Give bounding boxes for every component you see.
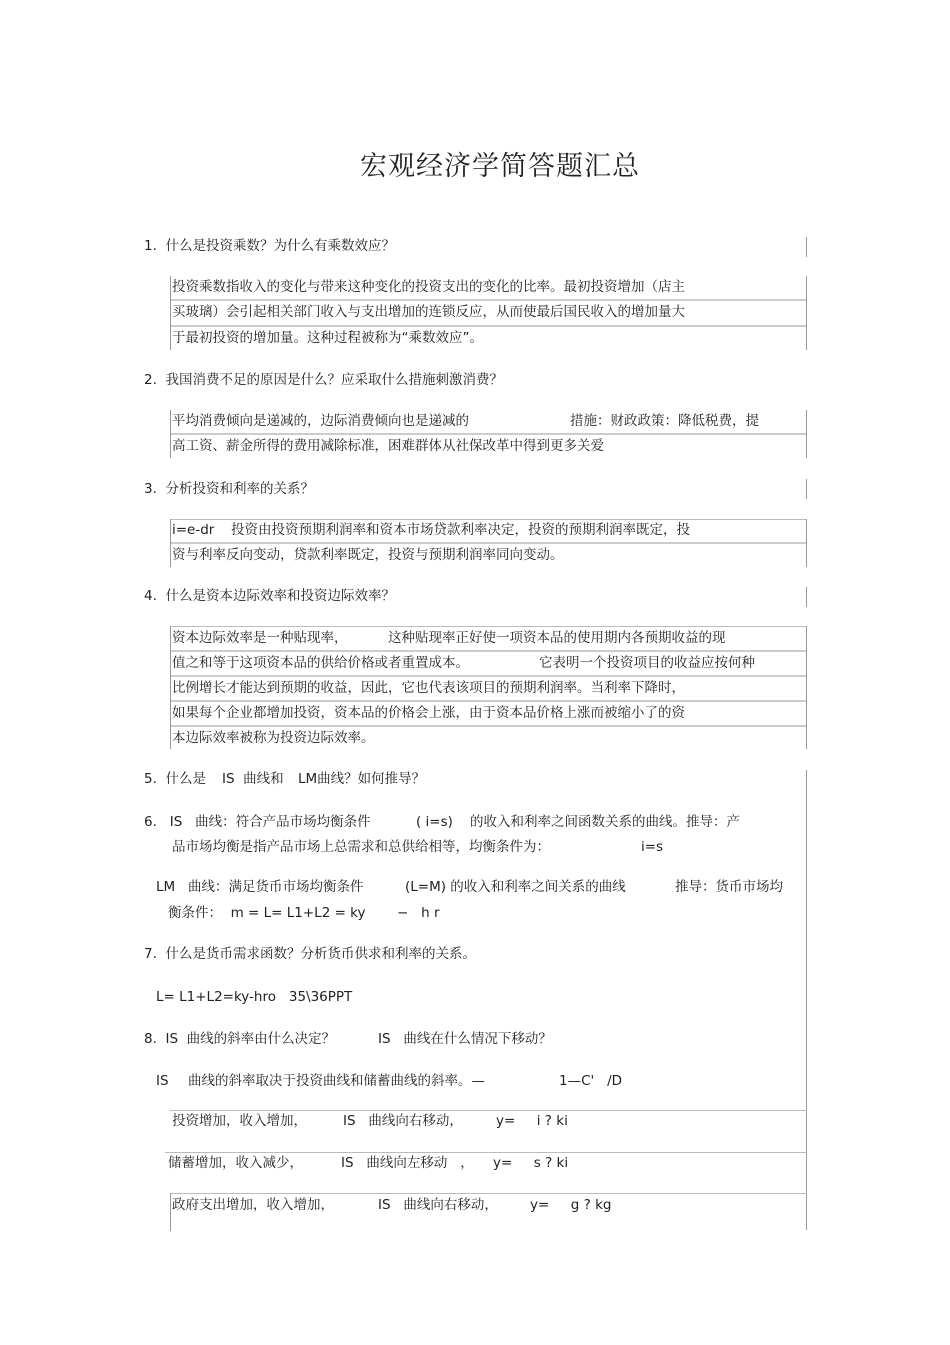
answer-8-move-2b: IS 曲线向左移动 ， <box>341 1155 474 1171</box>
row-divider <box>170 675 807 677</box>
row-divider <box>170 700 807 702</box>
border-line <box>806 276 807 350</box>
question-6-line-1a: 6. IS 曲线：符合产品市场均衡条件 <box>144 814 371 830</box>
answer-8-move-1a: 投资增加，收入增加， <box>172 1113 307 1129</box>
row-divider <box>165 1152 807 1153</box>
answer-8-move-3a: 政府支出增加，收入增加， <box>172 1197 334 1213</box>
answer-8-move-2c: y= s ? ki <box>493 1155 569 1171</box>
answer-2-line-2: 高工资、薪金所得的费用减除标准，困难群体从社保改革中得到更多关爱 <box>172 438 604 454</box>
answer-8-slope-a: IS <box>156 1073 169 1089</box>
border-line <box>806 237 807 257</box>
row-divider <box>170 433 807 435</box>
answer-8-move-2a: 储蓄增加，收入减少， <box>168 1155 303 1171</box>
answer-4-line-5: 本边际效率被称为投资边际效率。 <box>172 730 375 746</box>
question-8b: IS 曲线在什么情况下移动？ <box>378 1031 552 1047</box>
border-line <box>170 410 171 458</box>
border-line <box>170 276 171 350</box>
answer-4-line-1b: 这种贴现率正好使一项资本品的使用期内各预期收益的现 <box>388 630 726 646</box>
question-6-line-4a: 衡条件： m = L= L1+L2 = ky <box>168 905 366 921</box>
border-line <box>806 410 807 458</box>
border-line <box>806 519 807 567</box>
page-title: 宏观经济学简答题汇总 <box>360 151 640 182</box>
question-7: 7. 什么是货币需求函数？分析货币供求和利率的关系。 <box>144 946 476 962</box>
question-6-line-2a: 品市场均衡是指产品市场上总需求和总供给相等，均衡条件为： <box>172 839 550 855</box>
answer-8-move-3b: IS 曲线向右移动， <box>378 1197 498 1213</box>
row-divider <box>170 325 807 327</box>
question-6-line-3c: 推导：货币市场均 <box>675 879 783 895</box>
answer-8-move-3c: y= g ? kg <box>530 1197 612 1213</box>
row-divider <box>170 1193 807 1194</box>
answer-3-line-2: 资与利率反向变动，贷款利率既定，投资与预期利润率同向变动。 <box>172 547 564 563</box>
question-5a: 5. 什么是 <box>144 771 206 787</box>
question-5b: IS 曲线和 <box>222 771 284 787</box>
row-divider <box>170 626 807 627</box>
question-8a: 8. IS 曲线的斜率由什么决定？ <box>144 1031 336 1047</box>
answer-4-line-2a: 值之和等于这项资本品的供给价格或者重置成本。 <box>172 655 469 671</box>
question-6-line-3a: LM 曲线：满足货币市场均衡条件 <box>156 879 364 895</box>
answer-1-line-3: 于最初投资的增加量。这种过程被称为“乘数效应”。 <box>172 330 483 346</box>
question-4: 4. 什么是资本边际效率和投资边际效率？ <box>144 588 395 604</box>
question-6-line-3b: (L=M) 的收入和利率之间关系的曲线 <box>405 879 626 895</box>
answer-1-line-1: 投资乘数指收入的变化与带来这种变化的投资支出的变化的比率。最初投资增加（店主 <box>172 279 685 295</box>
border-line <box>806 587 807 607</box>
answer-8-slope-c: 1—C' /D <box>559 1073 623 1089</box>
border-line <box>170 1193 171 1231</box>
row-divider <box>170 650 807 652</box>
answer-4-line-4: 如果每个企业都增加投资，资本品的价格会上涨，由于资本品价格上涨而被缩小了的资 <box>172 705 685 721</box>
answer-3-line-1: 投资由投资预期利润率和资本市场贷款利率决定，投资的预期利润率既定，投 <box>231 522 690 538</box>
border-line <box>806 479 807 499</box>
answer-8-move-1c: y= i ? ki <box>496 1113 568 1129</box>
question-5c: LM曲线？如何推导？ <box>298 771 426 787</box>
answer-2-line-1b: 措施：财政政策：降低税费，提 <box>570 413 759 429</box>
row-divider <box>170 299 807 301</box>
answer-2-line-1a: 平均消费倾向是递减的，边际消费倾向也是递减的 <box>172 413 469 429</box>
answer-1-line-2: 买玻璃）会引起相关部门收入与支出增加的连锁反应，从而使最后国民收入的增加量大 <box>172 304 685 320</box>
answer-3-formula: i=e-dr <box>172 522 215 538</box>
question-2: 2. 我国消费不足的原因是什么？应采取什么措施刺激消费？ <box>144 372 503 388</box>
answer-8-slope-b: 曲线的斜率取决于投资曲线和储蓄曲线的斜率。— <box>188 1073 485 1089</box>
question-6-line-4b: − h r <box>397 905 440 921</box>
row-divider <box>170 725 807 727</box>
border-line <box>170 626 171 749</box>
question-3: 3. 分析投资和利率的关系？ <box>144 481 314 497</box>
answer-4-line-3: 比例增长才能达到预期的收益，因此，它也代表该项目的预期利润率。当利率下降时， <box>172 680 685 696</box>
row-divider <box>170 519 807 520</box>
answer-8-move-1b: IS 曲线向右移动， <box>343 1113 463 1129</box>
border-line <box>806 770 807 1230</box>
question-6-line-1c: 的收入和利率之间函数关系的曲线。推导：产 <box>470 814 740 830</box>
answer-4-line-2b: 它表明一个投资项目的收益应按何种 <box>539 655 755 671</box>
border-line <box>170 519 171 567</box>
question-1: 1. 什么是投资乘数？为什么有乘数效应？ <box>144 238 395 254</box>
question-6-line-2b: i=s <box>641 839 664 855</box>
answer-7: L= L1+L2=ky-hro 35\36PPT <box>156 989 353 1005</box>
row-divider <box>170 542 807 544</box>
question-6-line-1b: ( i=s) <box>416 814 453 830</box>
border-line <box>806 626 807 749</box>
answer-4-line-1a: 资本边际效率是一种贴现率， <box>172 630 348 646</box>
row-divider <box>170 1110 807 1111</box>
